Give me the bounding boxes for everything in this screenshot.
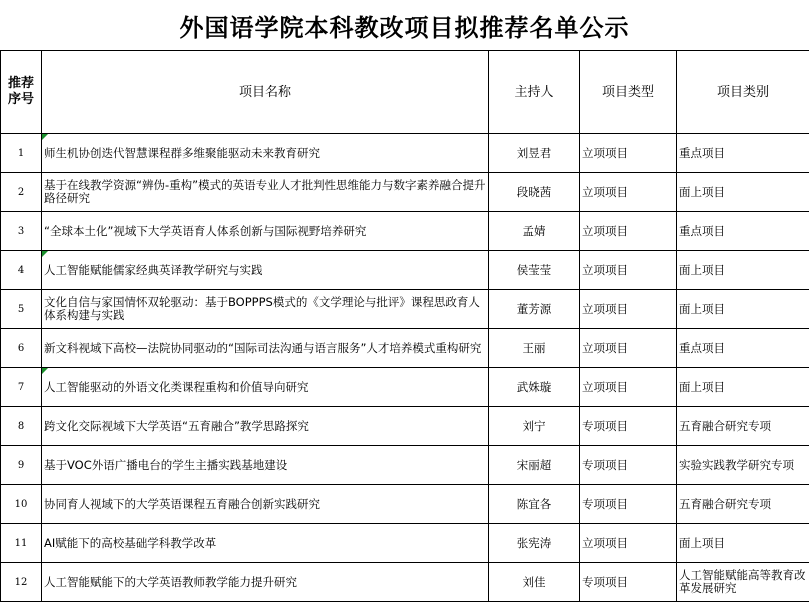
row-project-category-text: 五育融合研究专项 xyxy=(679,496,771,511)
row-seq-text: 2 xyxy=(17,186,25,198)
row-project-name xyxy=(42,368,489,407)
row-seq xyxy=(1,212,42,251)
table-row xyxy=(1,329,809,368)
row-seq-text: 6 xyxy=(17,342,25,354)
row-project-category xyxy=(677,524,809,563)
row-seq-text: 5 xyxy=(17,303,25,315)
row-host xyxy=(489,446,580,485)
header-project-type: 项目类型 xyxy=(580,51,677,134)
header-seq-line1: 推荐 xyxy=(7,76,34,91)
row-project-category-text: 面上项目 xyxy=(679,301,725,316)
row-project-name-text: 人工智能赋能儒家经典英译教学研究与实践 xyxy=(44,262,263,277)
row-project-name-text: 人工智能赋能下的大学英语教师教学能力提升研究 xyxy=(44,574,297,589)
row-project-name-text: “全球本土化”视域下大学英语育人体系创新与国际视野培养研究 xyxy=(44,223,367,238)
row-host-text: 陈宜各 xyxy=(516,496,552,511)
row-seq xyxy=(1,407,42,446)
table-row xyxy=(1,251,809,290)
row-seq xyxy=(1,563,42,602)
row-project-type-text: 立项项目 xyxy=(582,262,628,277)
row-host xyxy=(489,563,580,602)
row-project-name-text: 师生机协创迭代智慧课程群多维聚能驱动未来教育研究 xyxy=(44,145,320,160)
table-row xyxy=(1,212,809,251)
row-project-category xyxy=(677,173,809,212)
row-project-name-text: 基于VOC外语广播电台的学生主播实践基地建设 xyxy=(44,457,288,472)
row-host xyxy=(489,329,580,368)
row-project-name-text: AI赋能下的高校基础学科教学改革 xyxy=(44,535,217,550)
row-seq xyxy=(1,446,42,485)
cell-comment-marker xyxy=(42,368,48,374)
row-project-name-text: 新文科视域下高校—法院协同驱动的“国际司法沟通与语言服务”人才培养模式重构研究 xyxy=(44,340,482,355)
row-host-text: 武姝璇 xyxy=(516,379,552,394)
cell-comment-marker xyxy=(42,251,48,257)
table-row xyxy=(1,368,809,407)
row-project-type xyxy=(580,407,677,446)
table-row xyxy=(1,485,809,524)
row-host xyxy=(489,290,580,329)
row-project-category-text: 重点项目 xyxy=(679,145,725,160)
row-host-text: 刘昱君 xyxy=(516,145,552,160)
row-project-name xyxy=(42,134,489,173)
row-project-name xyxy=(42,290,489,329)
table-row xyxy=(1,524,809,563)
cell-comment-marker xyxy=(42,134,48,140)
row-seq-text: 3 xyxy=(17,225,25,237)
row-project-category-text: 重点项目 xyxy=(679,340,725,355)
row-project-category-text: 面上项目 xyxy=(679,184,725,199)
row-project-name xyxy=(42,524,489,563)
row-project-type xyxy=(580,134,677,173)
row-project-category xyxy=(677,368,809,407)
row-project-type-text: 立项项目 xyxy=(582,340,628,355)
row-project-type-text: 立项项目 xyxy=(582,379,628,394)
row-seq xyxy=(1,524,42,563)
row-project-category-text: 五育融合研究专项 xyxy=(679,418,771,433)
row-project-category xyxy=(677,251,809,290)
row-seq-text: 12 xyxy=(14,576,28,588)
row-host xyxy=(489,251,580,290)
row-host xyxy=(489,173,580,212)
row-host xyxy=(489,524,580,563)
row-project-type-text: 立项项目 xyxy=(582,301,628,316)
row-host xyxy=(489,134,580,173)
row-host xyxy=(489,407,580,446)
row-project-category-text: 实验实践教学研究专项 xyxy=(679,457,794,472)
row-project-category-text: 面上项目 xyxy=(679,379,725,394)
row-project-type xyxy=(580,212,677,251)
row-project-type-text: 专项项目 xyxy=(582,496,628,511)
recommendation-table xyxy=(0,50,809,602)
row-host xyxy=(489,485,580,524)
row-project-type xyxy=(580,485,677,524)
row-project-type xyxy=(580,173,677,212)
table-row xyxy=(1,173,809,212)
row-project-name-text: 协同育人视域下的大学英语课程五育融合创新实践研究 xyxy=(44,496,320,511)
row-project-type xyxy=(580,251,677,290)
row-host xyxy=(489,368,580,407)
table-row xyxy=(1,290,809,329)
row-seq xyxy=(1,173,42,212)
row-project-category-text: 面上项目 xyxy=(679,535,725,550)
row-seq xyxy=(1,251,42,290)
row-seq-text: 4 xyxy=(17,264,25,276)
row-project-name-text: 文化自信与家国情怀双轮驱动：基于BOPPPS模式的《文学理论与批评》课程思政育人体系构建与实践 xyxy=(44,295,480,322)
row-host-text: 刘宁 xyxy=(522,418,546,433)
row-project-name xyxy=(42,173,489,212)
row-host xyxy=(489,212,580,251)
row-project-type-text: 专项项目 xyxy=(582,457,628,472)
row-project-category xyxy=(677,563,809,602)
row-project-type xyxy=(580,290,677,329)
header-seq xyxy=(1,51,42,134)
row-project-category xyxy=(677,134,809,173)
row-project-name xyxy=(42,329,489,368)
header-project-category: 项目类别 xyxy=(677,51,809,134)
row-project-type-text: 专项项目 xyxy=(582,574,628,589)
row-seq-text: 10 xyxy=(14,498,28,510)
row-project-name xyxy=(42,407,489,446)
row-seq xyxy=(1,368,42,407)
header-project-name: 项目名称 xyxy=(42,51,489,134)
document-title: 外国语学院本科教改项目拟推荐名单公示 xyxy=(179,12,630,42)
row-host-text: 张宪涛 xyxy=(516,535,552,550)
row-seq-text: 1 xyxy=(17,147,25,159)
row-host-text: 董芳源 xyxy=(516,301,552,316)
row-seq xyxy=(1,290,42,329)
row-project-type-text: 立项项目 xyxy=(582,145,628,160)
row-seq-text: 8 xyxy=(17,420,25,432)
table-row xyxy=(1,407,809,446)
table-header-row xyxy=(1,51,809,134)
row-seq-text: 7 xyxy=(17,381,25,393)
row-host-text: 刘佳 xyxy=(522,574,546,589)
row-seq xyxy=(1,329,42,368)
row-project-type xyxy=(580,329,677,368)
row-project-type-text: 立项项目 xyxy=(582,184,628,199)
row-seq-text: 11 xyxy=(14,537,28,549)
row-project-name xyxy=(42,212,489,251)
row-project-type xyxy=(580,368,677,407)
row-project-category xyxy=(677,407,809,446)
table-row xyxy=(1,134,809,173)
row-project-name xyxy=(42,563,489,602)
row-seq-text: 9 xyxy=(17,459,25,471)
row-host-text: 宋丽超 xyxy=(516,457,552,472)
row-project-name-text: 跨文化交际视域下大学英语“五育融合”教学思路探究 xyxy=(44,418,309,433)
row-project-category xyxy=(677,446,809,485)
row-project-type xyxy=(580,563,677,602)
row-host-text: 孟婧 xyxy=(522,223,546,238)
row-project-name xyxy=(42,251,489,290)
row-project-type-text: 立项项目 xyxy=(582,223,628,238)
table-row xyxy=(1,446,809,485)
header-seq-line2: 序号 xyxy=(7,92,34,107)
row-project-category xyxy=(677,329,809,368)
row-project-category-text: 重点项目 xyxy=(679,223,725,238)
row-project-category-text: 面上项目 xyxy=(679,262,725,277)
row-project-category xyxy=(677,290,809,329)
row-project-category-text: 人工智能赋能高等教育改革发展研究 xyxy=(679,568,806,595)
table-row xyxy=(1,563,809,602)
row-host-text: 王丽 xyxy=(522,340,546,355)
header-host: 主持人 xyxy=(489,51,580,134)
row-project-name-text: 人工智能驱动的外语文化类课程重构和价值导向研究 xyxy=(44,379,309,394)
row-host-text: 段晓茜 xyxy=(516,184,552,199)
row-project-name xyxy=(42,446,489,485)
row-seq xyxy=(1,134,42,173)
row-project-type-text: 专项项目 xyxy=(582,418,628,433)
row-project-name xyxy=(42,485,489,524)
row-host-text: 侯莹莹 xyxy=(516,262,552,277)
row-project-type-text: 立项项目 xyxy=(582,535,628,550)
row-project-type xyxy=(580,524,677,563)
row-project-category xyxy=(677,485,809,524)
row-seq xyxy=(1,485,42,524)
row-project-type xyxy=(580,446,677,485)
row-project-name-text: 基于在线教学资源“辨伪-重构”模式的英语专业人才批判性思维能力与数字素养融合提升路径研究 xyxy=(44,178,486,205)
row-project-category xyxy=(677,212,809,251)
